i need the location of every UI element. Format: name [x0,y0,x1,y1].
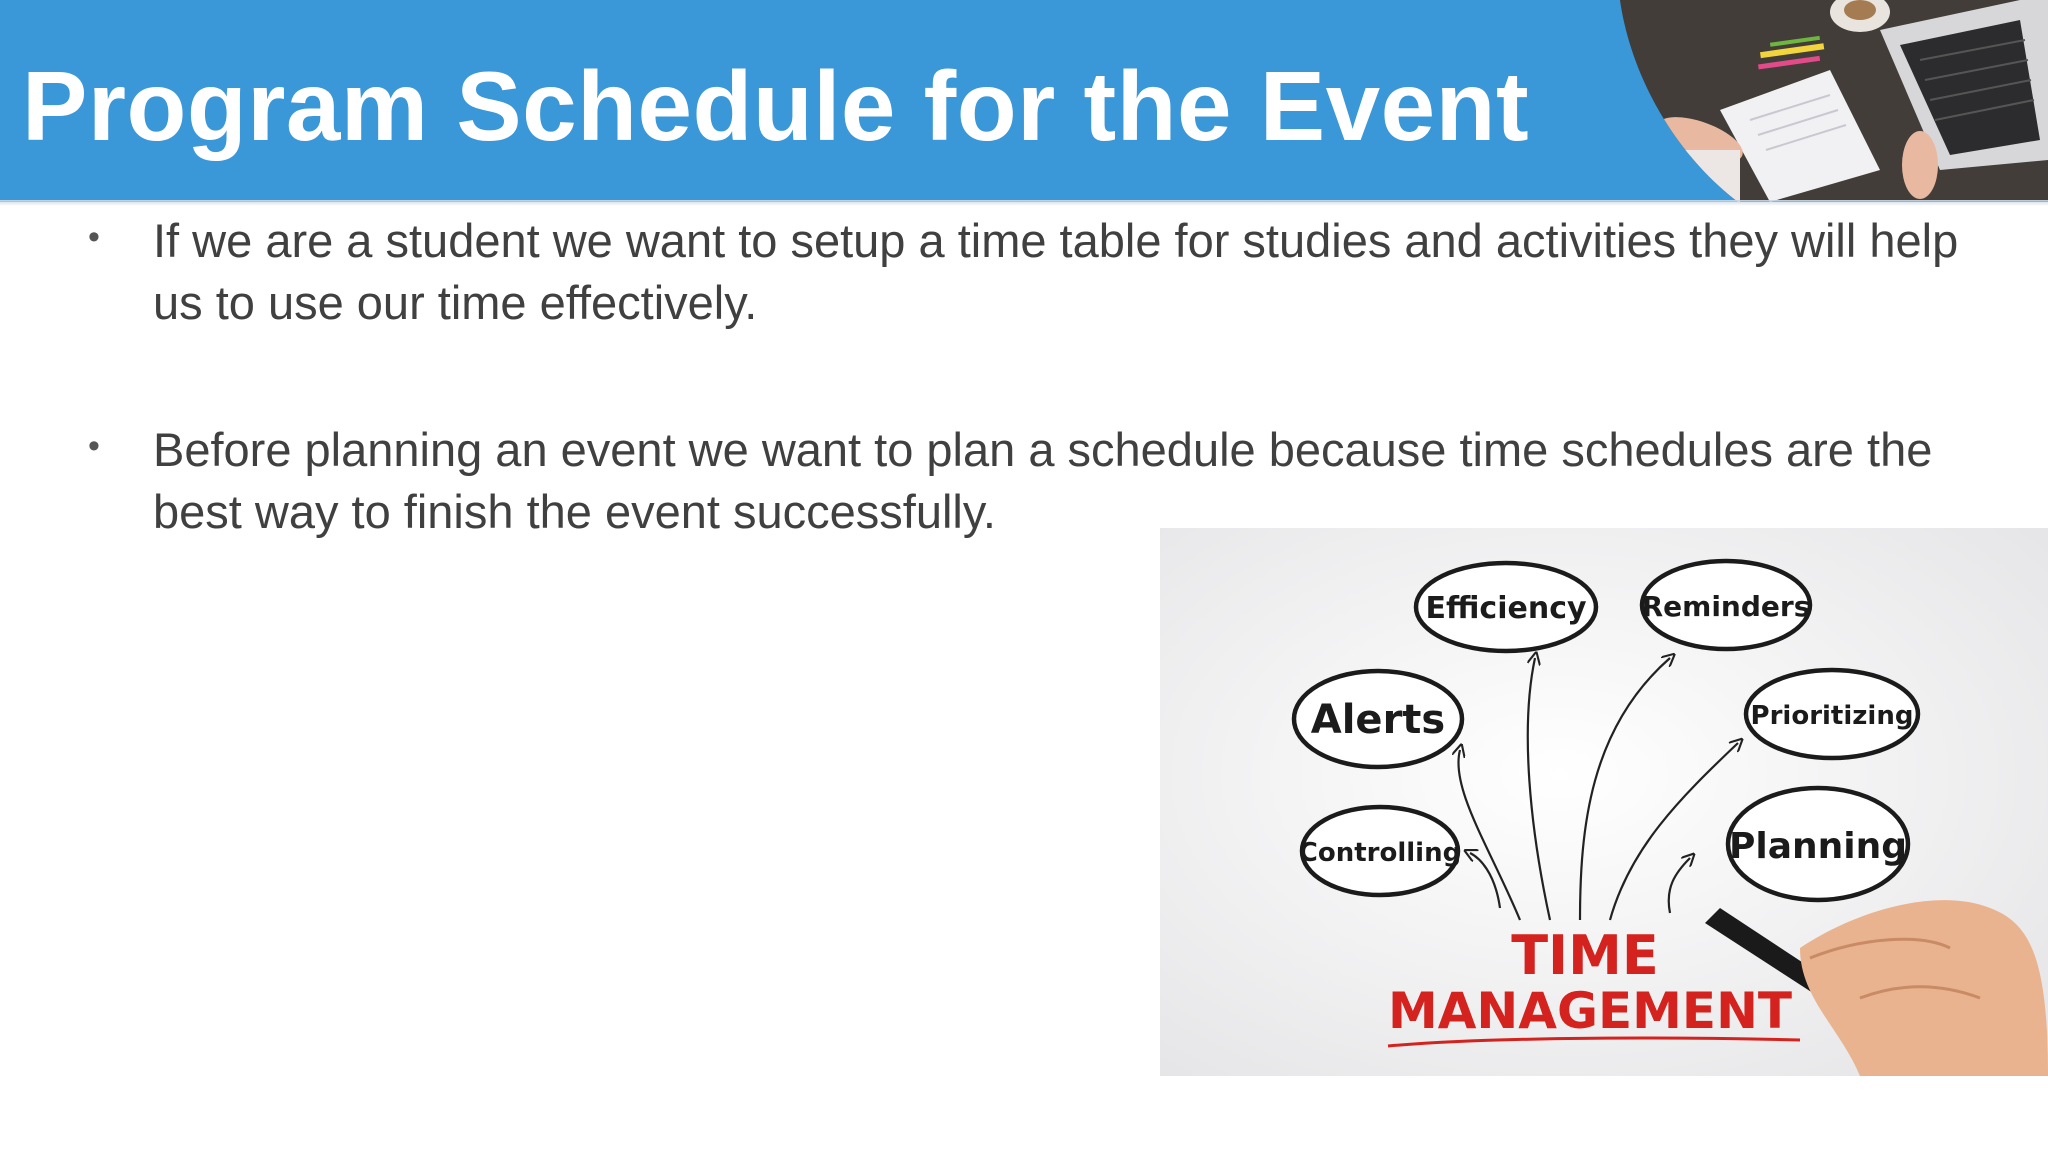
node-efficiency: Efficiency [1425,591,1587,626]
bullet-dot: • [88,427,100,465]
bullet-dot: • [88,218,100,256]
node-planning: Planning [1728,826,1908,867]
center-label-time: TIME [1511,924,1659,987]
node-controlling: Controlling [1298,838,1462,868]
bullet-text: If we are a student we want to setup a time table for studies and activities they will help us to use our time effectively. [153,214,1959,329]
bullet-text: Before planning an event we want to plan a schedule because time schedules are the best way to finish the event successfully. [153,423,1933,538]
node-alerts: Alerts [1310,697,1446,743]
node-reminders: Reminders [1641,590,1811,623]
slide-title: Program Schedule for the Event [22,51,1530,161]
time-management-image [1160,528,2048,1076]
desk-photo [1620,0,2048,202]
header-shadow [0,200,2048,206]
center-label-management: MANAGEMENT [1387,982,1793,1040]
header-band [0,0,2048,202]
node-prioritizing: Prioritizing [1750,701,1914,731]
